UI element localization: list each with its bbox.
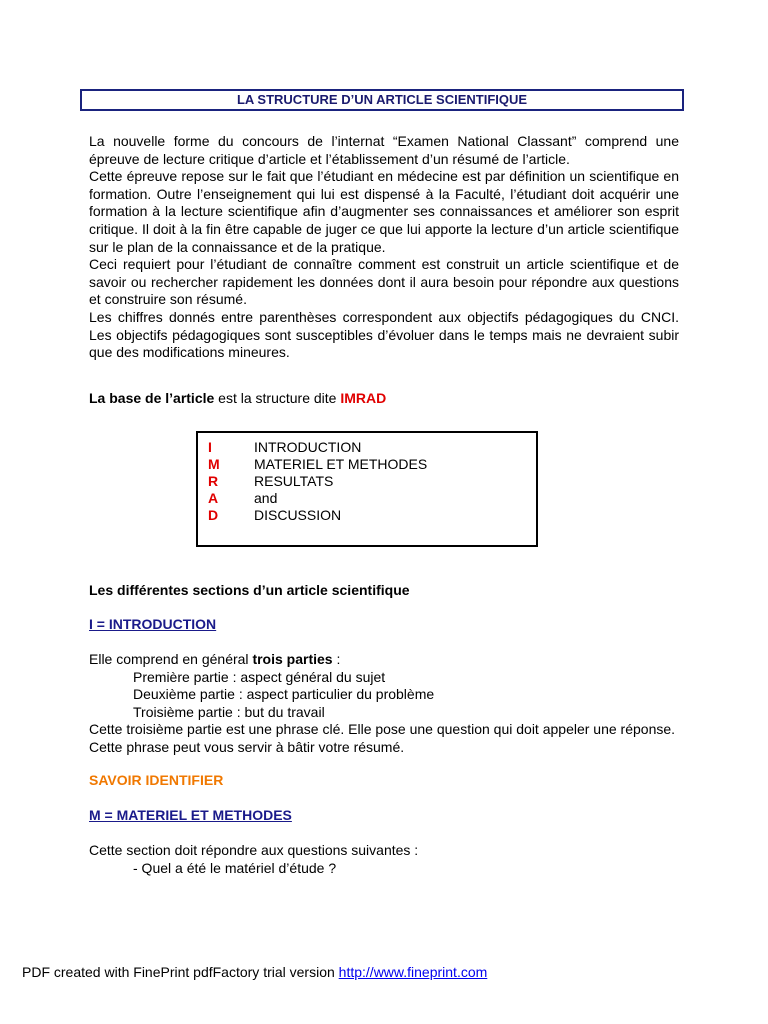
intro-paragraph: Les chiffres donnés entre parenthèses correspondent aux objectifs pédagogiques du CNCI. Les objectifs pédagogiques sont susceptibles d’évoluer dans le temps mais ne devraient subir que des modifications mineures. (89, 308, 679, 361)
imrad-box (196, 431, 538, 547)
imrad-word: RESULTATS (254, 473, 334, 489)
intro-lead (89, 651, 679, 669)
sections-heading: Les différentes sections d’un article scientifique (89, 582, 410, 598)
imrad-acronym: IMRAD (340, 390, 387, 406)
intro-paragraph: Ceci requiert pour l’étudiant de connaître comment est construit un article scientifique et de savoir ou rechercher rapidement les données dont il aura besoin pour répondre aux questions et construire son résumé. (89, 256, 679, 308)
methods-heading: M = MATERIEL ET METHODES (89, 807, 292, 823)
intro-lead-end: : (332, 651, 341, 667)
savoir-identifier: SAVOIR IDENTIFIER (89, 772, 224, 788)
imrad-word: DISCUSSION (254, 507, 342, 523)
intro-lead-text: Elle comprend en général (89, 651, 253, 667)
imrad-word: and (254, 490, 278, 506)
intro-conclusion: Cette troisième partie est une phrase clé. Elle pose une question qui doit appeler une réponse. Cette phrase peut vous servir à bâtir votre résumé. (89, 721, 676, 755)
introduction-heading: I = INTRODUCTION (89, 616, 217, 632)
methods-lead: Cette section doit répondre aux questions suivantes : (89, 842, 419, 858)
footer-link[interactable]: http://www.fineprint.com (338, 964, 488, 980)
footer-text: PDF created with FinePrint pdfFactory trial version (22, 964, 339, 980)
introduction-section (89, 651, 679, 757)
imrad-row (208, 439, 361, 456)
imrad-word: MATERIEL ET METHODES (254, 456, 428, 472)
base-bold: La base de l’article (89, 390, 215, 406)
intro-paragraph: Cette épreuve repose sur le fait que l’étudiant en médecine est par définition un scientifique en formation. Outre l’enseignement qui lui est dispensé à la Faculté, l’étudiant doit acquérir une formation à la lecture scientifique afin d’augmenter ses connaissances et améliorer son esprit critique. Il doit à la fin être capable de juger ce que lui apporte la lecture d’un article scientifique sur le plan de la connaissance et de la pratique. (89, 168, 679, 255)
intro-part: Troisième partie : but du travail (133, 703, 325, 720)
imrad-word: INTRODUCTION (254, 439, 362, 455)
imrad-row (208, 456, 427, 473)
imrad-letter: A (208, 490, 219, 506)
intro-part: Première partie : aspect général du sujet (133, 668, 386, 685)
base-text: est la structure dite (214, 390, 341, 406)
intro-lead-bold: trois parties (252, 651, 333, 667)
methods-item: - Quel a été le matériel d’étude ? (133, 859, 337, 876)
intro-part: Deuxième partie : aspect particulier du problème (133, 686, 435, 703)
imrad-letter: I (208, 439, 212, 455)
imrad-row (208, 473, 333, 490)
imrad-base-line (89, 390, 386, 406)
document-title: LA STRUCTURE D’UN ARTICLE SCIENTIFIQUE (80, 89, 684, 111)
methods-section (89, 842, 679, 877)
intro-text (89, 133, 679, 362)
imrad-row (208, 507, 341, 524)
imrad-letter: M (208, 456, 220, 472)
pdf-footer (22, 964, 487, 980)
imrad-row (208, 490, 277, 507)
imrad-letter: R (208, 473, 219, 489)
imrad-letter: D (208, 507, 219, 523)
intro-paragraph: La nouvelle forme du concours de l’internat “Examen National Classant” comprend une épreuve de lecture critique d’article et l’établissement d’un résumé de l’article. (89, 133, 679, 167)
